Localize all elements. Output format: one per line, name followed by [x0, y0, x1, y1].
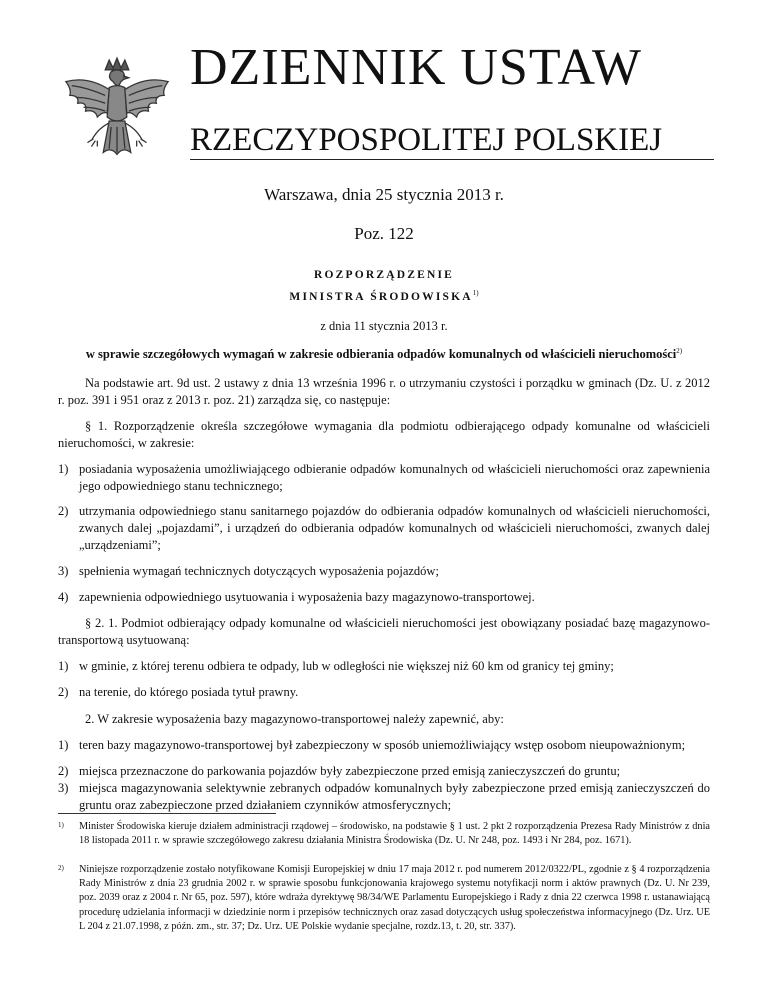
list-item [58, 589, 710, 606]
list-item [58, 658, 710, 675]
act-organ-name: MINISTRA ŚRODOWISKA [289, 290, 473, 303]
footnote-ref-2: 2) [676, 347, 683, 355]
list-item [58, 737, 710, 754]
section-2-intro: § 2. 1. Podmiot odbierający odpady komunalne od właścicieli nieruchomości jest obowiązany posiadać bazę magazynowo-transportową usytuowaną: [58, 616, 710, 647]
list-item-number: 2) [58, 685, 69, 699]
list-item [58, 461, 710, 495]
list-item-text: miejsca magazynowania selektywnie zebranych odpadów komunalnych były zabezpieczone przed emisją zanieczyszczeń do gruntu oraz zabezpieczone przed działaniem czynników atmosferycznych; [79, 781, 710, 812]
list-item-text: na terenie, do którego posiada tytuł prawny. [79, 685, 299, 699]
list-item [58, 684, 710, 701]
act-type: ROZPORZĄDZENIE [313, 269, 455, 281]
act-date: z dnia 11 stycznia 2013 r. [320, 319, 448, 333]
list-item-text: teren bazy magazynowo-transportowej był zabezpieczony w sposób uniemożliwiający wstęp osobom nieupoważnionym; [79, 738, 686, 752]
list-item [58, 503, 710, 554]
list-item [58, 780, 710, 814]
footnote-text: Minister Środowiska kieruje działem administracji rządowej – środowisko, na podstawie § 1 ust. 2 pkt 2 rozporządzenia Prezesa Rady Ministrów z dnia 18 listopada 2011 r. w sprawie szczegółowego zakresu działania Ministra Środowiska (Dz. U. Nr 248, poz. 1493 i Nr 284, poz. 1671). [79, 821, 710, 847]
act-organ [0, 289, 768, 303]
act-subject-text: w sprawie szczegółowych wymagań w zakresie odbierania odpadów komunalnych od właścicieli nieruchomości [85, 347, 677, 362]
list-item [58, 563, 710, 580]
list-item-number: 2) [58, 764, 69, 778]
dateline: Warszawa, dnia 25 stycznia 2013 r. [264, 185, 504, 204]
list-item-text: w gminie, z której terenu odbiera te odpady, lub w odległości nie większej niż 60 km od granicy tej gminy; [79, 659, 614, 673]
list-item-number: 2) [58, 504, 69, 518]
list-item-text: utrzymania odpowiedniego stanu sanitarnego pojazdów do odbierania odpadów komunalnych od właścicieli nieruchomości, zwanych dalej „pojazdami”, i urządzeń do odbierania odpadów komunalnych od właścicieli nieruchomości, zwanych dalej „urządzeniami”; [79, 504, 710, 552]
position-number: Poz. 122 [354, 224, 414, 243]
list-item-text: zapewnienia odpowiedniego usytuowania i wyposażenia bazy magazynowo-transportowej. [79, 590, 535, 604]
footnote [58, 863, 710, 934]
crowned-eagle-emblem [58, 56, 176, 184]
footnote-number: 2) [58, 864, 64, 872]
footnote [58, 820, 710, 848]
act-subject [0, 347, 768, 362]
footnote-text: Niniejsze rozporządzenie zostało notyfikowane Komisji Europejskiej w dniu 17 maja 2012 r. pod numerem 2012/0322/PL, zgodnie z § 4 rozporządzenia Rady Ministrów z dnia 23 grudnia 2002 r. w sprawie sposobu funkcjonowania krajowego systemu notyfikacji norm i aktów prawnych (Dz. U. Nr 239, poz. 2039 oraz z 2004 r. Nr 65, poz. 597), które wdraża dyrektywę 98/34/WE Parlamentu Europejskiego i Rady z dnia 22 czerwca 1998 r. ustanawiającą procedurę udzielania informacji w dziedzinie norm i przepisów technicznych oraz zasad dotyczących usług społeczeństwa informacyjnego (Dz. Urz. UE L 204 z 21.07.1998, z późn. zm., str. 37; Dz. Urz. UE Polskie wydanie specjalne, rozdz.13, t. 20, str. 337). [79, 864, 710, 932]
list-item-number: 4) [58, 590, 69, 604]
list-item-number: 3) [58, 564, 69, 578]
gazette-subtitle: RZECZYPOSPOLITEJ POLSKIEJ [190, 122, 663, 158]
list-item-number: 3) [58, 781, 69, 795]
footnote-number: 1) [58, 821, 64, 829]
list-item-number: 1) [58, 738, 69, 752]
footnote-ref-1: 1) [472, 289, 479, 297]
masthead-divider [190, 159, 714, 160]
section-1-intro: § 1. Rozporządzenie określa szczegółowe wymagania dla podmiotu odbierającego odpady komunalne od właścicieli nieruchomości, w zakresie: [58, 419, 710, 450]
list-item-text: miejsca przeznaczone do parkowania pojazdów były zabezpieczone przed emisją zanieczyszczeń do gruntu; [79, 764, 621, 778]
list-item-text: spełnienia wymagań technicznych dotyczących wyposażenia pojazdów; [79, 564, 439, 578]
list-item-text: posiadania wyposażenia umożliwiającego odbieranie odpadów komunalnych od właścicieli nieruchomości oraz zapewnienia jego odpowiedniego stanu technicznego; [79, 462, 710, 493]
section-2-paragraph-2: 2. W zakresie wyposażenia bazy magazynowo-transportowej należy zapewnić, aby: [85, 712, 504, 726]
list-item [58, 763, 710, 780]
footnote-divider [58, 813, 276, 814]
gazette-title: DZIENNIK USTAW [190, 39, 642, 96]
preamble: Na podstawie art. 9d ust. 2 ustawy z dnia 13 września 1996 r. o utrzymaniu czystości i porządku w gminach (Dz. U. z 2012 r. poz. 391 i 951 oraz z 2013 r. poz. 21) zarządza się, co następuje: [58, 376, 710, 407]
list-item-number: 1) [58, 659, 69, 673]
list-item-number: 1) [58, 462, 69, 476]
